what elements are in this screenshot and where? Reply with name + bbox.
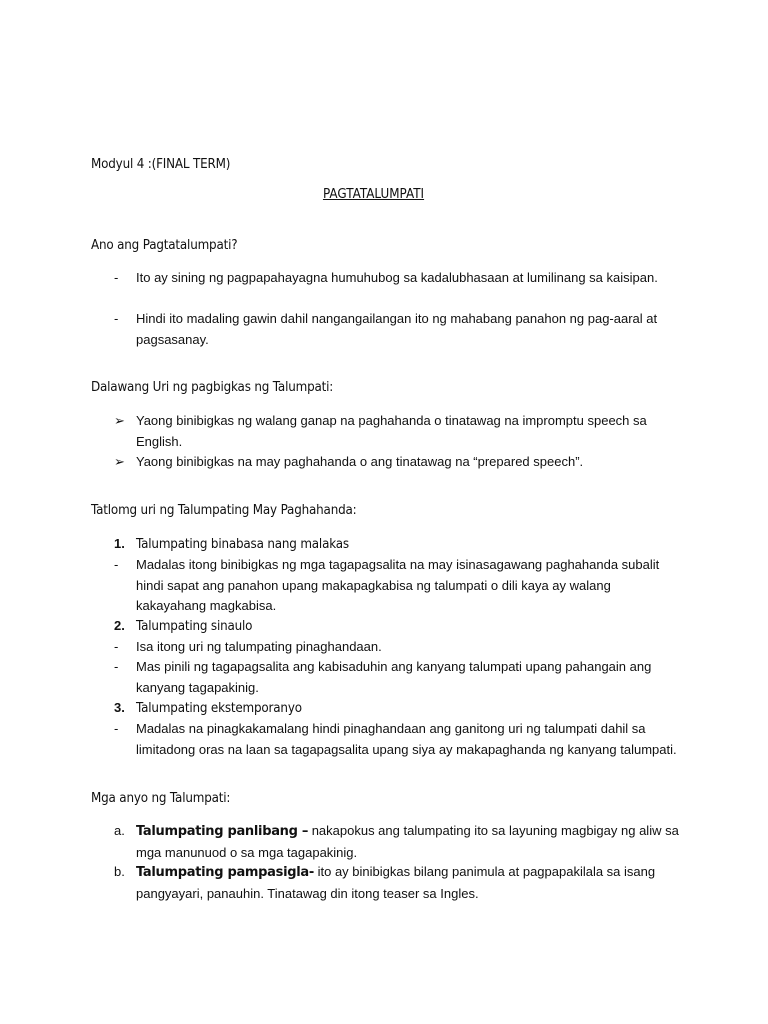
dash-bullet: -: [114, 721, 119, 736]
list-item-text: Yaong binibigkas na may paghahanda o ang tinatawag na “prepared speech”.: [136, 454, 584, 469]
type-title: Talumpating sinaulo: [136, 619, 253, 634]
dash-bullet: -: [114, 311, 119, 326]
list-item-text: Isa itong uri ng talumpating pinaghandaan.: [136, 639, 382, 654]
item-lead-term: Talumpating pampasigla-: [136, 865, 314, 880]
lettered-item: [114, 862, 684, 904]
list-item-text: Hindi ito madaling gawin dahil nangangailangan ito ng mahabang panahon ng pag-aaral at pagsasanay.: [136, 311, 658, 347]
section-heading-tatlong-uri: Tatlomg uri ng Talumpating May Paghahanda:: [91, 503, 357, 518]
dash-bullet: -: [114, 270, 119, 285]
list-item: [114, 555, 684, 617]
list-item-text: Yaong binibigkas ng walang ganap na paghahanda o tinatawag na impromptu speech sa English.: [136, 413, 647, 449]
arrow-bullet-icon: ➢: [114, 454, 125, 469]
list-item: [114, 309, 684, 350]
item-lead-term: Talumpating panlibang –: [136, 824, 309, 839]
list-item: [114, 268, 684, 289]
dash-bullet: -: [114, 659, 119, 674]
item-letter: a.: [114, 823, 125, 838]
item-description: nakapokus ang talumpating ito sa layuning magbigay ng aliw sa mga manunuod o sa mga tagapakinig.: [136, 823, 679, 860]
lettered-item: [114, 821, 684, 863]
section-heading-mga-anyo: Mga anyo ng Talumpati:: [91, 791, 231, 806]
list-item: [114, 411, 684, 452]
page-title: PAGTATALUMPATI: [322, 187, 425, 202]
type-title: Talumpating binabasa nang malakas: [136, 537, 349, 552]
dash-bullet: -: [114, 557, 119, 572]
section-heading-ano-ang-pagtatalumpati: Ano ang Pagtatalumpati?: [91, 238, 238, 253]
list-item: [114, 719, 684, 760]
list-item-text: Madalas na pinagkakamalang hindi pinaghandaan ang ganitong uri ng talumpati dahil sa limitadong oras na laan sa tagapagsalita upang siya ay makapaghanda ng kanyang talumpati.: [136, 721, 677, 757]
list-item: [114, 452, 684, 473]
list-item: [114, 637, 684, 658]
list-item-text: Ito ay sining ng pagpapahayagna humuhubog sa kadalubhasaan at lumilinang sa kaisipan.: [136, 270, 658, 285]
item-letter: b.: [114, 864, 125, 879]
numbered-item: [114, 698, 684, 720]
section-heading-dalawang-uri: Dalawang Uri ng pagbigkas ng Talumpati:: [91, 380, 334, 395]
item-number: 2.: [114, 618, 125, 633]
list-item: [114, 657, 684, 698]
type-title: Talumpating ekstemporanyo: [136, 701, 302, 716]
item-number: 1.: [114, 536, 125, 551]
list-item-text: Mas pinili ng tagapagsalita ang kabisaduhin ang kanyang talumpati upang pahangain ang kanyang tagapakinig.: [136, 659, 652, 695]
item-number: 3.: [114, 700, 125, 715]
numbered-item: [114, 616, 684, 638]
list-item-text: Madalas itong binibigkas ng mga tagapagsalita na may isinasagawang paghahanda subalit hindi sapat ang panahon upang makapagkabisa ng talumpati o dili kaya ay walang kakayahang magkabisa.: [136, 557, 660, 613]
dash-bullet: -: [114, 639, 119, 654]
item-description: ito ay binibigkas bilang panimula at pagpapakilala sa isang pangyayari, panauhin. Tinatawag din itong teaser sa Ingles.: [136, 864, 656, 901]
module-label: Modyul 4 :(FINAL TERM): [91, 157, 231, 172]
numbered-item: [114, 534, 684, 556]
arrow-bullet-icon: ➢: [114, 413, 125, 428]
